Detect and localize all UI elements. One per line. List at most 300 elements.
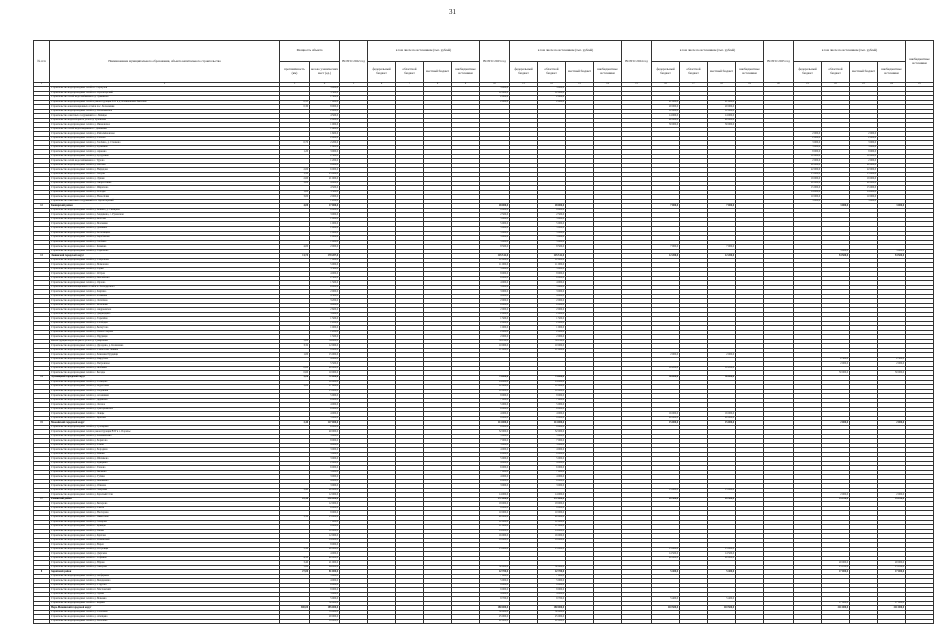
value-cell: 15 000,0 [708,547,736,552]
value-cell: 170 207,0 [310,254,340,259]
value-cell: 15 000,0 [794,172,822,177]
column-index-cell: 20 [764,83,794,87]
value-cell: 30 000,0 [652,123,680,128]
value-cell: 3,20 [280,385,310,390]
value-cell [906,619,934,624]
value-cell: 42 700,0 [538,570,566,575]
value-cell: 8 500,0 [480,245,510,250]
object-name: Луховицкий городской округ [50,376,280,381]
value-cell: 2 500,0 [822,357,850,362]
value-cell: 8 000,0 [480,394,510,399]
value-cell: 17 000,0 [878,601,906,606]
object-name: Строительство водопроводных сетей в д. Мышкино [50,479,280,484]
value-cell: 20 000,0 [310,615,340,620]
header-fin-2022: в том числе по источникам (тыс. рублей) [368,41,480,62]
object-name: Строительство очистных сооружений в с. Липицы [50,114,280,119]
object-name: Строительство водопроводных сетей в д. Лесное [50,403,280,408]
value-cell: 17 000,0 [822,601,850,606]
value-cell: 3 000,0 [480,443,510,448]
value-cell: 7 000,0 [310,258,340,263]
value-cell: 54 500,0 [822,254,850,259]
object-name: Строительство сетей водоснабжения в с. Турово [50,159,280,164]
object-name: Строительство водопроводных сетей в д. Ближние Прудищи [50,353,280,358]
value-cell: 15 000,0 [480,547,510,552]
value-cell: 2 000,0 [538,312,566,317]
header-num: № п/п [34,41,50,83]
object-name: Строительство водозаборного узла в д. Туловская [50,118,280,123]
object-name: Строительство водопроводных сетей в с. Беседы [50,371,280,376]
value-cell: 3 500,0 [310,267,340,272]
value-cell: 8 000,0 [480,416,510,421]
object-name: Строительство водопроводных сетей в д. Асошники [50,394,280,399]
value-cell: 1 200,0 [310,159,340,164]
value-cell [878,619,906,624]
value-cell: 10 000,0 [850,195,878,200]
value-cell: 18 000,0 [310,619,340,624]
value-cell: 5 000,0 [310,470,340,475]
object-name: Строительство водопроводных сетей в д. Фруктовая [50,385,280,390]
value-cell: 12 000,0 [480,91,510,96]
value-cell: 5 000,0 [310,416,340,421]
value-cell: 30 000,0 [708,123,736,128]
value-cell: 50 000,0 [878,371,906,376]
value-cell: 5 000,0 [538,231,566,236]
value-cell: 5 000,0 [310,394,340,399]
object-name: Строительство водопроводных сетей в д. Атепцево [50,615,280,620]
value-cell: 5 000,0 [480,267,510,272]
value-cell: 5 000,0 [538,267,566,272]
header-fin-2025: в том числе по источникам (тыс. рублей) [794,41,906,62]
value-cell [566,619,594,624]
value-cell: 2 000,0 [878,421,906,426]
object-name: Строительство сетей водоснабжения в д. Лукьяново [50,96,280,101]
object-name: Строительство водопроводных сетей в д. Вялки [50,529,280,534]
value-cell: 18 000,0 [538,538,566,543]
column-index-cell: 13 [566,83,594,87]
value-cell: 38 012,0 [480,339,510,344]
value-cell: 11 000,0 [538,263,566,268]
value-cell: 2 000,0 [310,109,340,114]
value-cell: 15 000,0 [538,547,566,552]
value-cell: 8 000,0 [538,416,566,421]
value-cell: 8 000,0 [310,588,340,593]
value-cell: 3 000,0 [850,199,878,204]
value-cell: 2 500,0 [480,213,510,218]
value-cell: 14 000,0 [538,380,566,385]
value-cell: 3 000,0 [480,87,510,92]
object-name: Строительство водопроводных сетей в д. Лопатино [50,299,280,304]
value-cell: 8 000,0 [310,348,340,353]
value-cell: 3 000,0 [538,484,566,489]
value-cell: 14 000,0 [480,529,510,534]
value-cell: 8 000,0 [794,150,822,155]
column-index-cell: 5 [340,83,368,87]
value-cell: 5 000,0 [538,434,566,439]
value-cell: 20 000,0 [794,181,822,186]
value-cell: 10 000,0 [310,380,340,385]
object-name: Строительство водопроводных сетей в д. Нефедово [50,168,280,173]
object-name: Строительство водопроводных сетей в д. Прудищи [50,335,280,340]
object-name: Каширский район [50,204,280,209]
value-cell: 11,74 [280,254,310,259]
value-cell: 2 000,0 [538,299,566,304]
value-cell: 6 000,0 [538,479,566,484]
value-cell: 172 000,0 [538,497,566,502]
value-cell: 14 000,0 [538,529,566,534]
value-cell: 3,30 [280,515,310,520]
value-cell: 4 000,0 [310,403,340,408]
value-cell: 6 000,0 [310,285,340,290]
value-cell: 12 000,0 [310,493,340,498]
object-name: Строительство водопроводных сетей в д. Алферьево [50,574,280,579]
value-cell: 35 000,0 [310,610,340,615]
value-cell: 6 000,0 [310,583,340,588]
column-index-cell: 16 [652,83,680,87]
value-cell: 1 500,0 [538,317,566,322]
object-name: Строительство водопроводных сетей в с. Шарапово [50,186,280,191]
value-cell: 15 100,0 [878,565,906,570]
value-cell: 15 000,0 [708,421,736,426]
value-cell: 64 000,0 [310,565,340,570]
value-cell: 1 400,0 [310,127,340,132]
value-cell [622,619,652,624]
value-cell: 10 000,0 [538,344,566,349]
value-cell: 3,40 [280,561,310,566]
value-cell: 30 000,0 [538,610,566,615]
column-index-cell: 19 [736,83,764,87]
value-cell: 1 000,0 [310,326,340,331]
value-cell: 1 200,0 [310,199,340,204]
value-cell: 3 200,0 [310,299,340,304]
value-cell [822,619,850,624]
column-index-cell: 14 [594,83,622,87]
column-index-cell: 12 [538,83,566,87]
value-cell: 15 000,0 [794,186,822,191]
object-name: Строительство водопроводных сетей в п. Развилка [50,294,280,299]
value-cell: 2 200,0 [310,141,340,146]
value-cell: 3 000,0 [878,204,906,209]
value-cell: 5 000,0 [310,263,340,268]
value-cell: 9 000,0 [538,588,566,593]
value-cell: 6 000,0 [480,303,510,308]
value-cell: 241 000,0 [878,606,906,611]
object-name: Строительство водопроводных сетей в с. Никитское [50,515,280,520]
value-cell: 7 000,0 [538,398,566,403]
object-name: Строительство водопроводных сетей в д. Новое Сырово [50,330,280,335]
column-index-cell: 11 [510,83,538,87]
object-name: Строительство водопроводных сетей в д. Чулки [50,592,280,597]
value-cell: 2 000,0 [310,290,340,295]
value-cell: 2 000,0 [538,308,566,313]
object-name: Ленинский городской округ [50,254,280,259]
value-cell [680,619,708,624]
value-cell: 20 000,0 [850,181,878,186]
object-name: Строительство водопроводных сетей в д. Мисайлово [50,276,280,281]
value-cell: 12 000,0 [538,91,566,96]
value-cell: 18 000,0 [538,502,566,507]
object-name: Строительство водопроводных сетей в д. Кукарино [50,461,280,466]
value-cell: 5 000,0 [480,226,510,231]
value-cell: 35 100,0 [878,497,906,502]
value-cell [708,619,736,624]
object-name: Строительство водопроводных сетей в д. Жабкино [50,366,280,371]
value-cell: 2 000,0 [480,335,510,340]
value-cell: 20 000,0 [822,561,850,566]
header-local: местный бюджет [708,62,736,83]
value-cell: 1,50 [280,172,310,177]
value-cell: 2,60 [280,177,310,182]
value-cell: 2 000,0 [310,136,340,141]
value-cell: 8 000,0 [310,543,340,548]
value-cell: 3,00 [280,195,310,200]
value-cell: 12 000,0 [310,534,340,539]
object-name: Строительство водопроводных сетей в д. Барабаново [50,236,280,241]
value-cell: 4 000,0 [538,281,566,286]
value-cell: 38 012,0 [538,339,566,344]
header-regional: областной бюджет [680,62,708,83]
value-cell: 4 500,0 [310,186,340,191]
value-cell [340,619,368,624]
object-name: Строительство водопроводных сетей в д. Шаликово [50,457,280,462]
value-cell: 12 000,0 [538,385,566,390]
value-cell: 6 000,0 [310,506,340,511]
value-cell: 20 000,0 [652,105,680,110]
value-cell [510,619,538,624]
value-cell: 10 200,0 [708,366,736,371]
object-name: Строительство водопроводных сетей в д. Кратово [50,534,280,539]
object-name: Строительство водопроводных сетей в с. Глазово [50,466,280,471]
value-cell: 5 000,0 [480,222,510,227]
object-name: Строительство водопроводных сетей в с. Остров [50,272,280,277]
object-name: Строительство водопроводных сетей в д. Горки [50,267,280,272]
value-cell: 10 000,0 [538,511,566,516]
value-cell: 16 000,0 [538,534,566,539]
value-cell: 2 000,0 [708,353,736,358]
value-cell: 110 500,0 [652,606,680,611]
value-cell: 4 000,0 [480,448,510,453]
object-name: Строительство водопроводных сетей в д. Злобино, д. Станково [50,141,280,146]
value-cell: 3 000,0 [310,592,340,597]
object-name: Строительство водопроводных сетей в д. Захарово [50,520,280,525]
value-cell: 14 000,0 [794,190,822,195]
value-cell: 4 000,0 [480,592,510,597]
column-index-cell: 6 [368,83,396,87]
value-cell: 11 000,0 [538,348,566,353]
value-cell: 14 000,0 [480,493,510,498]
value-cell: 5 000,0 [480,217,510,222]
object-name: Строительство водопроводных сетей в д. Гольцово [50,380,280,385]
value-cell: 22 000,0 [538,619,566,624]
header-fin-2024: в том числе по источникам (тыс. рублей) [652,41,764,62]
value-cell: 5,30 [280,547,310,552]
value-cell: 20 000,0 [310,488,340,493]
object-name: Строительство водопроводных сетей в д. Дроздово, д. Калиновка [50,344,280,349]
value-cell [794,619,822,624]
value-cell: 0,60 [280,371,310,376]
object-name: Строительство водопроводных сетей в д. Лужки [50,177,280,182]
value-cell: 11 000,0 [480,348,510,353]
value-cell [850,619,878,624]
value-cell: 1 000,0 [310,217,340,222]
value-cell: 4 000,0 [310,443,340,448]
value-cell: 49 500,0 [708,497,736,502]
value-cell: 5 000,0 [538,579,566,584]
object-name: Строительство водопроводных сетей в п. Совхоз им. Ленина [50,348,280,353]
value-cell: 2 000,0 [480,96,510,101]
object-name: Строительство водопроводных сетей в д. Островцы [50,547,280,552]
value-cell: 6 000,0 [538,407,566,412]
value-cell: 14 000,0 [652,114,680,119]
value-cell: 1 200,0 [310,321,340,326]
header-federal: федеральный бюджет [510,62,538,83]
value-cell: 1 000,0 [538,326,566,331]
value-cell: 0,55 [280,100,310,105]
value-cell: 20 000,0 [850,163,878,168]
object-name: Строительство водопроводных сетей в д. Всходы [50,190,280,195]
value-cell: 5 000,0 [480,457,510,462]
value-cell: 14 000,0 [850,190,878,195]
object-name: Можайский городской округ [50,421,280,426]
value-cell: 3 000,0 [310,484,340,489]
value-cell: 25 000,0 [480,615,510,620]
value-cell: 1 000,0 [310,236,340,241]
value-cell: 4 300,0 [310,294,340,299]
value-cell: 6 000,0 [310,425,340,430]
value-cell: 15 000,0 [310,515,340,520]
value-cell: 25 000,0 [538,615,566,620]
header-total-2022: ВСЕГО 2022 год [340,41,368,83]
value-cell: 5 000,0 [480,231,510,236]
value-cell: 3,40 [280,488,310,493]
value-cell: 12 000,0 [538,258,566,263]
object-name: Строительство водопроводных сетей в д. Зендиково, с. Руновская [50,213,280,218]
value-cell: 3 000,0 [310,475,340,480]
value-cell: 12 000,0 [310,502,340,507]
object-name: Строительство водопроводных сетей в д. Андреевское [50,308,280,313]
value-cell: 4 500,0 [310,114,340,119]
object-name: Строительство водопроводных сетей в д. Колтово [50,217,280,222]
value-cell: 14 500,0 [708,552,736,557]
value-cell: 4 000,0 [480,281,510,286]
value-cell [280,619,310,624]
object-name: Строительство водопроводных сетей в д. Дыдылдино [50,312,280,317]
value-cell: 48 000,0 [538,204,566,209]
value-cell: 1 500,0 [480,317,510,322]
value-cell: 3 000,0 [480,290,510,295]
value-cell: 1 000,0 [480,326,510,331]
value-cell: 74 000,0 [538,376,566,381]
column-index-cell: 4 [310,83,340,87]
header-regional: областной бюджет [822,62,850,83]
value-cell: 8 000,0 [480,583,510,588]
value-cell: 11 000,0 [538,525,566,530]
object-name: Строительство водопроводных сетей в д. Красный Стан [50,493,280,498]
value-cell: 5 000,0 [310,574,340,579]
value-cell: 5 000,0 [310,452,340,457]
value-cell: 180 000,0 [480,606,510,611]
value-cell: 6 000,0 [480,407,510,412]
object-name: Строительство водопроводных сетей в д. Новосёлки [50,195,280,200]
value-cell [424,619,452,624]
value-cell: 2 000,0 [850,136,878,141]
value-cell: 19 000,0 [850,177,878,182]
object-name: Строительство водопроводных сетей в с. Дединово [50,398,280,403]
value-cell: 3,20 [280,376,310,381]
value-cell: 8 000,0 [310,105,340,110]
object-name: Строительство очистных сооружений в п. Пролетарский [50,199,280,204]
value-cell: 25 000,0 [310,172,340,177]
column-index-cell: 15 [622,83,652,87]
object-name: Строительство водопроводных сетей в д. Бутурлино [50,154,280,159]
value-cell: 11 000,0 [480,525,510,530]
value-cell: 4 000,0 [480,412,510,417]
object-name: Строительство водопроводных сетей в д. Сапроново [50,258,280,263]
object-name: Строительство водопроводных сетей в д. Вырубово [50,357,280,362]
value-cell: 145 512,0 [480,254,510,259]
value-cell: 7 000,0 [652,204,680,209]
value-cell: 40 000,0 [310,556,340,561]
value-cell: 4 000,0 [480,475,510,480]
value-cell: 3 000,0 [822,249,850,254]
header-total-2023: ВСЕГО 2023 год [480,41,510,83]
value-cell: 2 000,0 [652,353,680,358]
object-name: Раменский район [50,497,280,502]
object-name: Строительство водопроводных сетей в д. Петровское [50,362,280,367]
value-cell: 15 000,0 [850,186,878,191]
header-regional: областной бюджет [538,62,566,83]
value-cell: 20 000,0 [310,547,340,552]
value-cell: 10 000,0 [480,389,510,394]
object-name: Зарайский район [50,570,280,575]
value-cell: 74 000,0 [480,376,510,381]
value-cell: 14 000,0 [480,380,510,385]
value-cell: 4 000,0 [538,294,566,299]
object-name: Строительство водопроводных сетей в д. Васильевское [50,109,280,114]
value-cell: 4 000,0 [310,272,340,277]
header-capacity: Мощность объекта [280,41,340,62]
value-cell: 9 000,0 [480,588,510,593]
header-name: Наименование муниципального образования, объекта капитального строительства [50,41,280,83]
column-index-cell: 2 [50,83,280,87]
value-cell: 1 200,0 [310,330,340,335]
object-name: Строительство водопроводных сетей в д. Дергаево [50,552,280,557]
value-cell: 4 000,0 [310,412,340,417]
column-index-cell: 22 [822,83,850,87]
value-cell: 15 000,0 [708,488,736,493]
value-cell: 4 000,0 [310,479,340,484]
header-local: местный бюджет [566,62,594,83]
header-extra: внебюджетные источники [736,62,764,83]
value-cell: 22 000,0 [794,168,822,173]
header-regional: областной бюджет [396,62,424,83]
value-cell: 20 000,0 [708,416,736,421]
value-cell: 10 000,0 [794,154,822,159]
table-row [34,619,934,624]
object-name: Строительство водопроводных сетей в д. Малеевка [50,222,280,227]
value-cell: 172 000,0 [480,497,510,502]
value-cell: 2 000,0 [310,118,340,123]
value-cell: 1,00 [280,353,310,358]
value-cell: 6 000,0 [538,466,566,471]
value-cell: 2 000,0 [480,308,510,313]
value-cell: 20 000,0 [794,163,822,168]
value-cell: 2 000,0 [538,96,566,101]
object-name: Строительство водопроводных сетей в д. Богатищево [50,231,280,236]
value-cell: 8 000,0 [480,272,510,277]
object-name: Строительство водопроводных сетей в п. Пролетарский [50,91,280,96]
value-cell [452,619,480,624]
value-cell: 30 000,0 [538,565,566,570]
